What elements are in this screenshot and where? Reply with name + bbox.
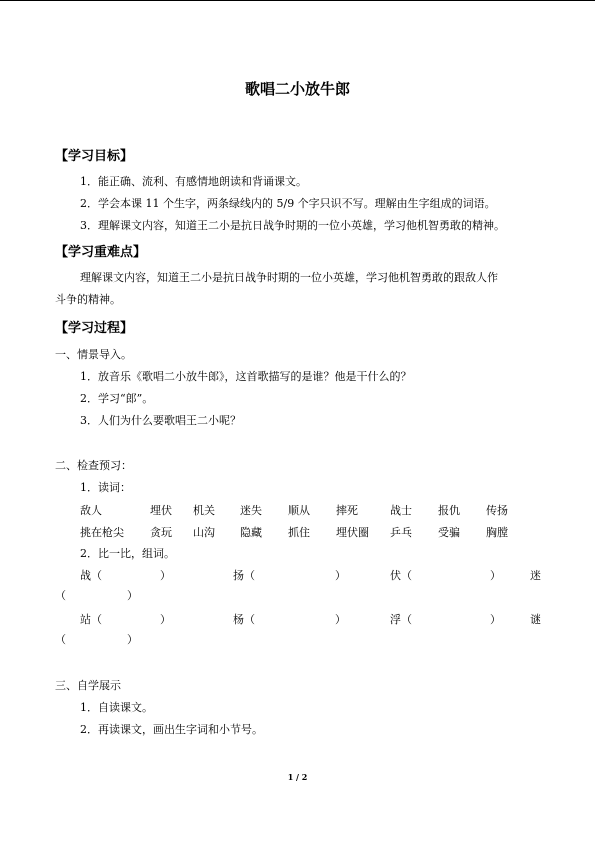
vocab-word: 摔死: [336, 504, 358, 517]
vocab-word: 敌人: [80, 504, 102, 517]
vocab-word: 抓住: [288, 526, 310, 539]
read-words-label: 1．读词：: [80, 481, 131, 494]
compare-char: 迷: [530, 569, 541, 582]
goal-item: 1．能正确、流利、有感情地朗读和背诵课文。: [80, 175, 307, 188]
vocab-word: 隐藏: [240, 526, 262, 539]
page-title: 歌唱二小放牛郎: [244, 80, 350, 98]
vocab-word: 顺从: [288, 504, 310, 517]
vocab-word: 贪玩: [150, 526, 172, 539]
compare-char: 谜: [530, 613, 541, 626]
vocab-word: 埋伏: [150, 504, 172, 517]
key-points-text: 理解课文内容，知道王二小是抗日战争时期的一位小英雄，学习他机智勇敢的跟敌人作: [80, 271, 498, 284]
part1-item: 1．放音乐《歌唱二小放牛郎》，这首歌描写的是谁？他是干什么的？: [80, 370, 412, 383]
compare-blank-close: ）: [490, 569, 501, 582]
part3-item: 2．再读课文，画出生字词和小节号。: [80, 723, 263, 736]
part1-item: 3．人们为什么要歌唱王二小呢？: [80, 414, 241, 427]
compare-blank-open: 战（: [80, 569, 102, 582]
compare-blank-close: ）: [335, 613, 346, 626]
compare-blank-close: ）: [127, 589, 138, 602]
compare-blank-open: 杨（: [233, 613, 255, 626]
page-top-rule: [0, 0, 595, 1]
compare-blank-open: 扬（: [233, 569, 255, 582]
compare-blank-close: ）: [160, 569, 171, 582]
vocab-word: 报仇: [438, 504, 460, 517]
compare-blank-open: （: [55, 633, 66, 646]
goals-heading: 【学习目标】: [55, 149, 134, 164]
vocab-word: 受骗: [438, 526, 460, 539]
vocab-word: 山沟: [193, 526, 215, 539]
key-points-heading: 【学习重难点】: [55, 245, 147, 260]
compare-blank-open: 浮（: [390, 613, 412, 626]
compare-blank-close: ）: [335, 569, 346, 582]
compare-blank-close: ）: [127, 633, 138, 646]
goal-item: 2．学会本课 11 个生字，两条绿线内的 5/9 个字只识不写。理解由生字组成的词语。: [80, 197, 496, 210]
compare-blank-open: （: [55, 589, 66, 602]
key-points-text: 斗争的精神。: [55, 293, 121, 306]
compare-label: 2．比一比，组词。: [80, 547, 175, 560]
vocab-word: 机关: [193, 504, 215, 517]
page-number: 1 / 2: [287, 772, 308, 782]
vocab-word: 埋伏圈: [336, 526, 369, 539]
vocab-word: 乒乓: [390, 526, 412, 539]
compare-blank-close: ）: [490, 613, 501, 626]
part1-item: 2．学习“郎”。: [80, 392, 154, 405]
compare-blank-open: 伏（: [390, 569, 412, 582]
part3-heading: 三、自学展示: [55, 679, 121, 692]
vocab-word: 迷失: [240, 504, 262, 517]
process-heading: 【学习过程】: [55, 321, 134, 336]
compare-blank-close: ）: [160, 613, 171, 626]
compare-blank-open: 站（: [80, 613, 102, 626]
goal-item: 3．理解课文内容，知道王二小是抗日战争时期的一位小英雄，学习他机智勇敢的精神。: [80, 219, 505, 232]
part2-heading: 二、检查预习：: [55, 459, 132, 472]
vocab-word: 挑在枪尖: [80, 526, 124, 539]
part1-heading: 一、情景导入。: [55, 348, 132, 361]
vocab-word: 战士: [390, 504, 412, 517]
vocab-word: 传扬: [486, 504, 508, 517]
part3-item: 1．自读课文。: [80, 701, 153, 714]
vocab-word: 胸膛: [486, 526, 508, 539]
